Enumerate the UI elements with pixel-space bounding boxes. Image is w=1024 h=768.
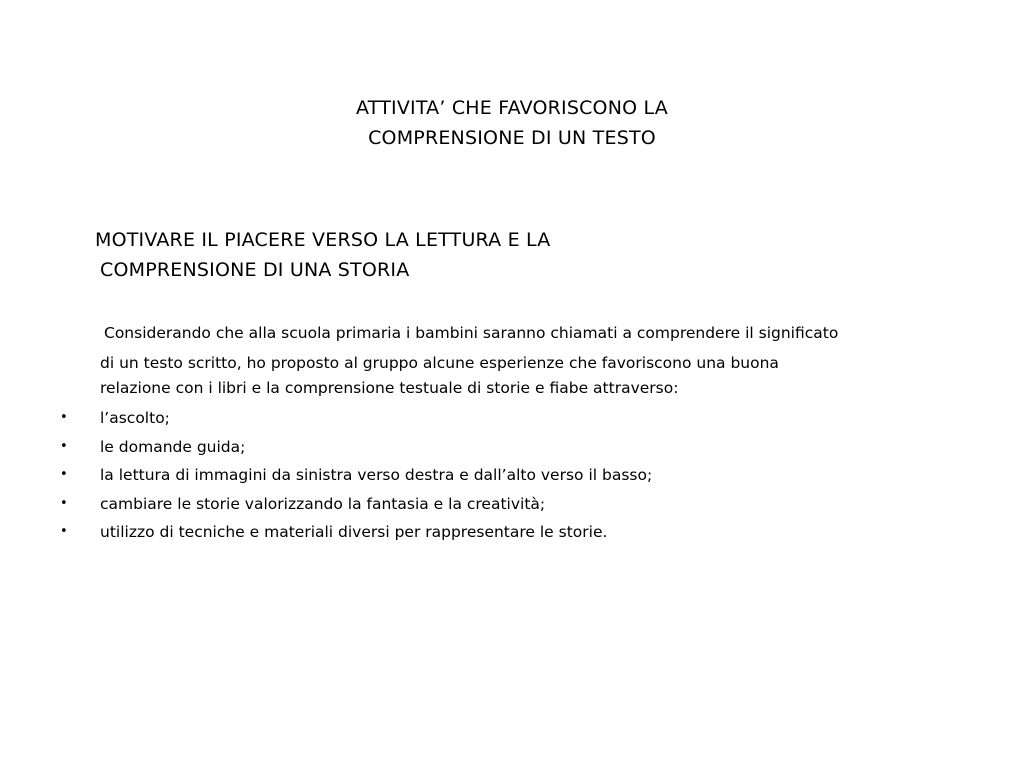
list-item	[58, 490, 652, 519]
bullet-list	[58, 404, 652, 547]
bullet-icon: •	[60, 524, 68, 539]
list-item	[58, 518, 652, 547]
section-heading	[92, 225, 812, 285]
bullet-icon: •	[60, 410, 68, 425]
intro-paragraph	[100, 318, 1000, 398]
section-heading-line-2: COMPRENSIONE DI UNA STORIA	[100, 259, 410, 281]
list-item	[58, 461, 652, 490]
list-item	[58, 433, 652, 462]
slide-title-line-1: ATTIVITA’ CHE FAVORISCONO LA	[356, 97, 668, 119]
list-item-text: le domande guida;	[100, 437, 246, 456]
slide-title-line-2: COMPRENSIONE DI UN TESTO	[368, 127, 656, 149]
list-item-text: cambiare le storie valorizzando la fantasia e la creatività;	[100, 494, 546, 513]
list-item-text: la lettura di immagini da sinistra verso destra e dall’alto verso il basso;	[100, 466, 653, 484]
intro-line-2: di un testo scritto, ho proposto al gruppo alcune esperienze che favoriscono una buona	[100, 354, 779, 372]
slide-title	[212, 93, 812, 153]
list-item-text: l’ascolto;	[100, 409, 170, 427]
list-item	[58, 404, 652, 433]
list-item-text: utilizzo di tecniche e materiali diversi per rappresentare le storie.	[100, 523, 608, 541]
bullet-icon: •	[60, 438, 68, 454]
bullet-icon: •	[60, 467, 68, 482]
section-heading-line-1: MOTIVARE IL PIACERE VERSO LA LETTURA E LA	[95, 229, 551, 251]
intro-line-3: relazione con i libri e la comprensione testuale di storie e fiabe attraverso:	[100, 379, 679, 397]
bullet-icon: •	[60, 495, 68, 511]
intro-line-1: Considerando che alla scuola primaria i bambini saranno chiamati a comprendere il significato	[104, 324, 839, 342]
